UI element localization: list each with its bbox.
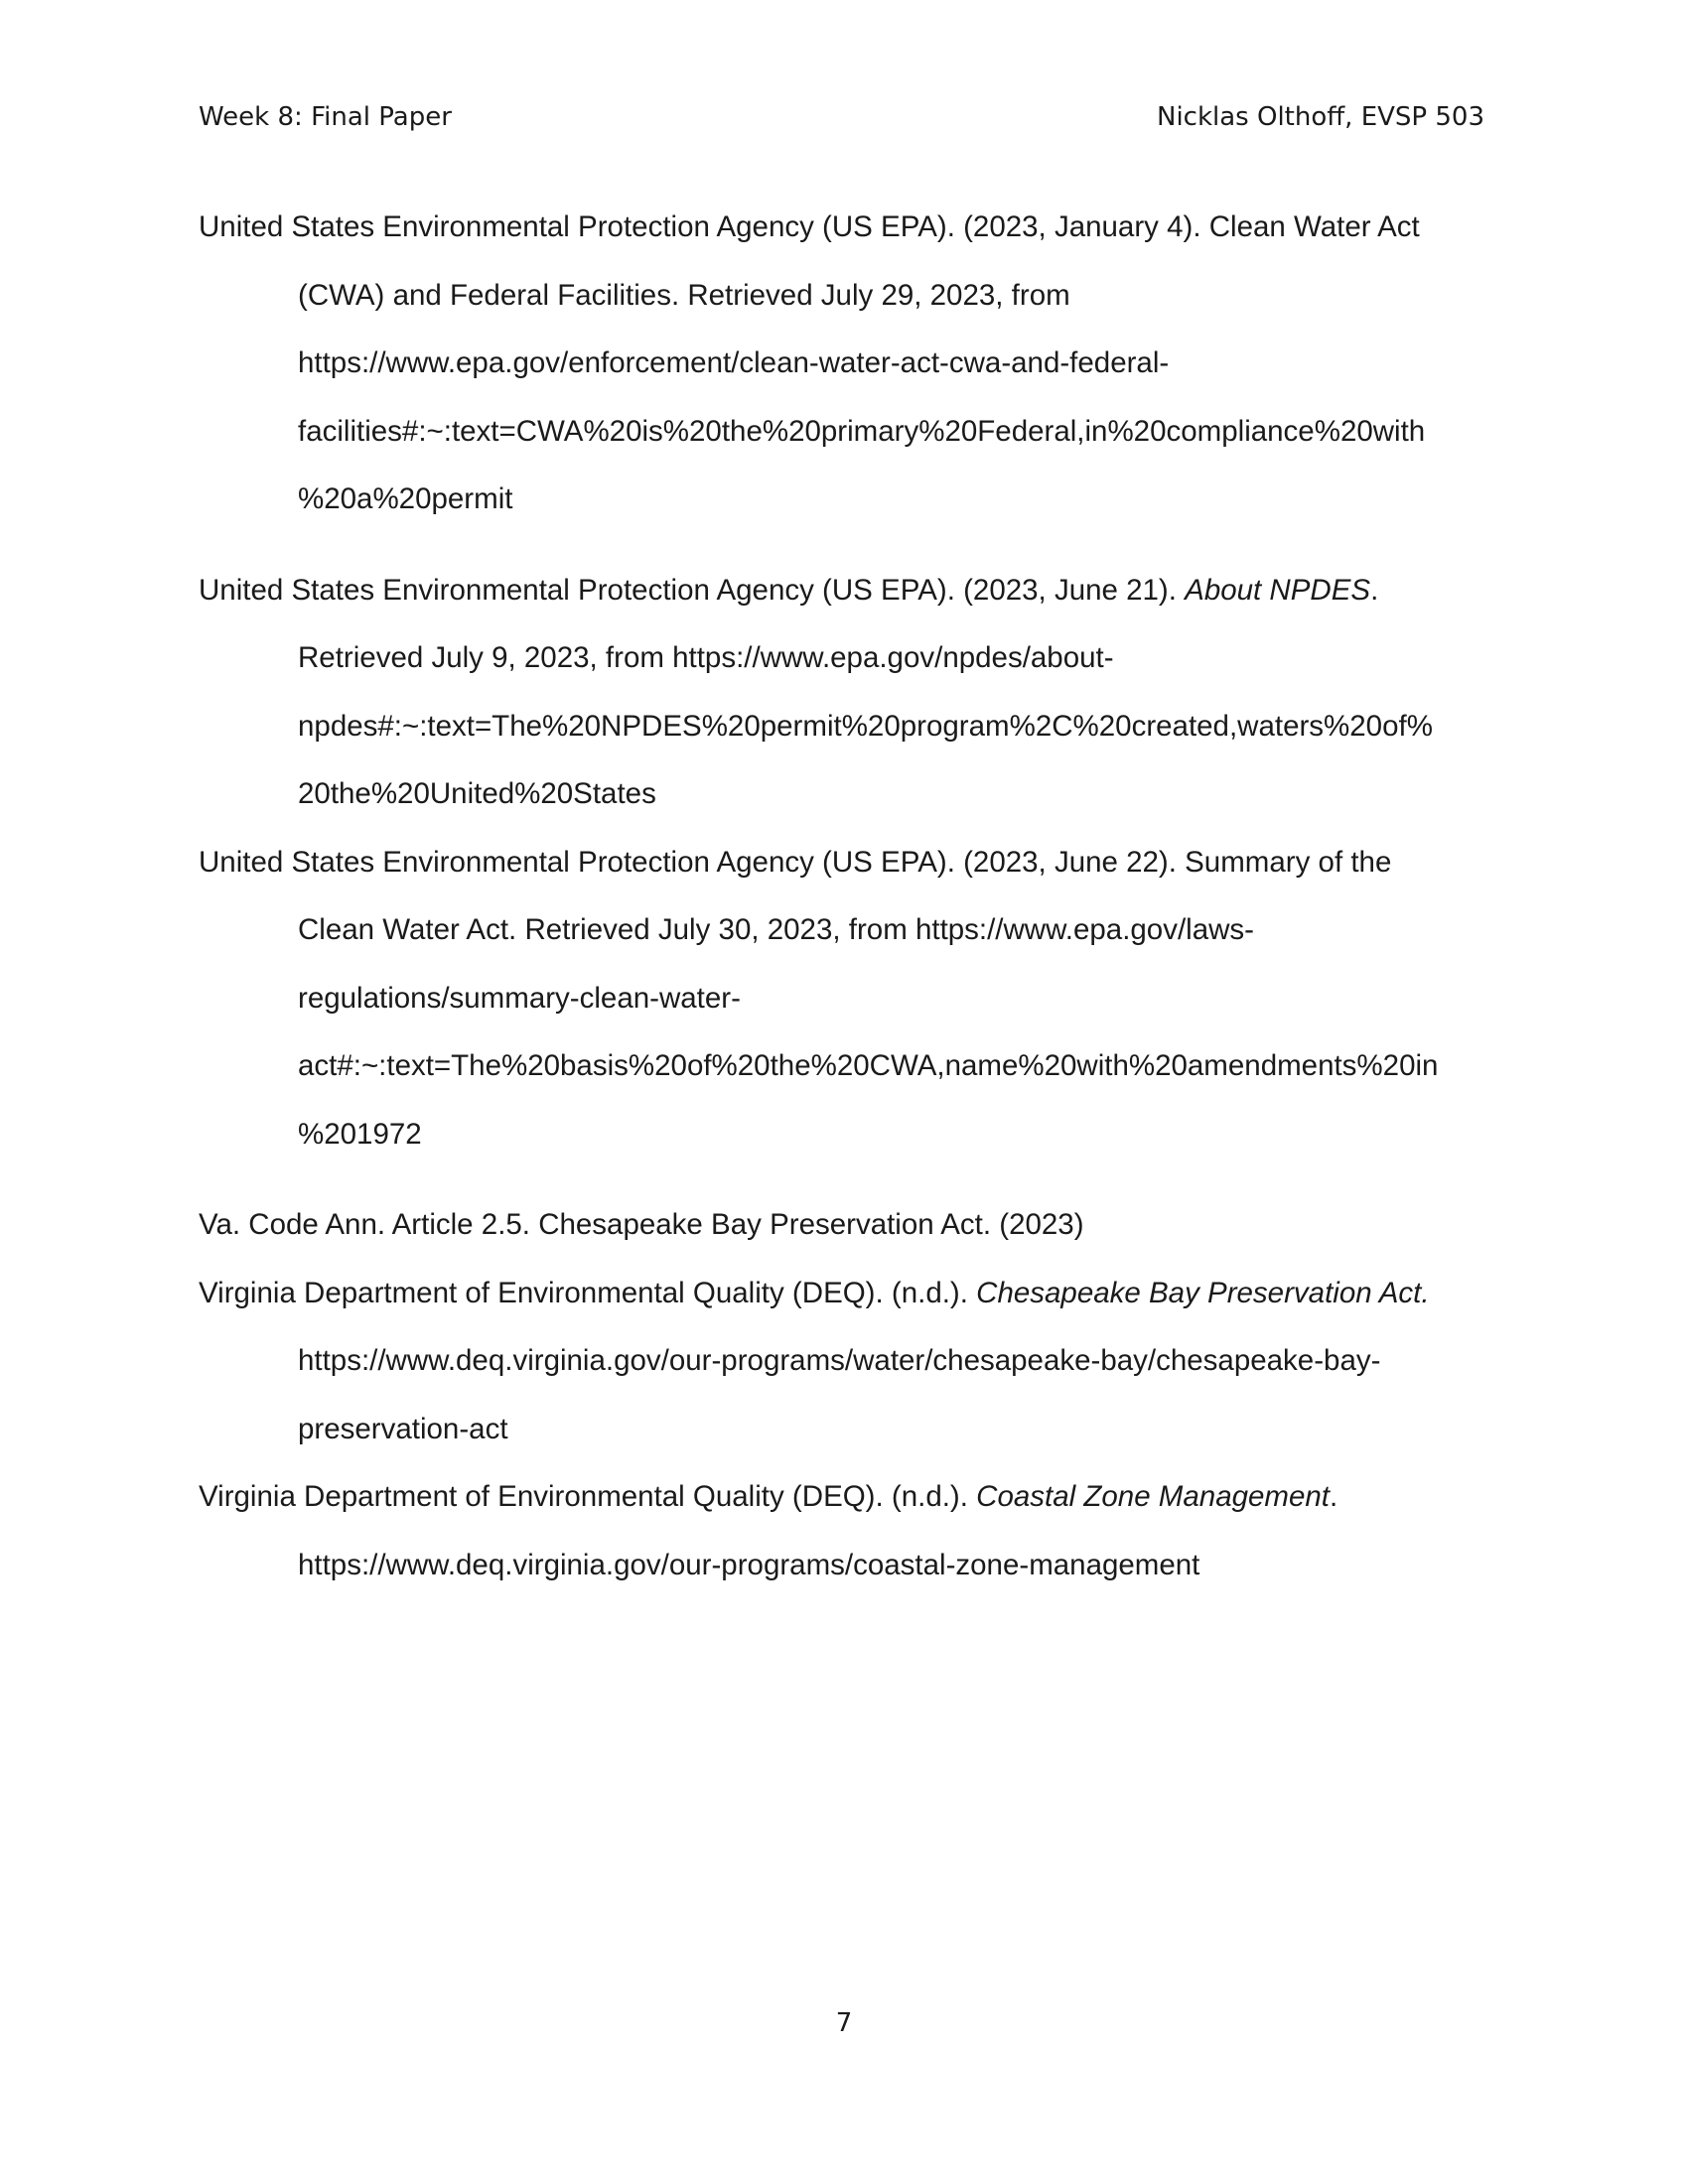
- reference-url-line: 20the%20United%20States: [298, 777, 656, 810]
- reference-entry: [199, 194, 1499, 534]
- reference-text: .: [1330, 1480, 1338, 1513]
- reference-title: Coastal Zone Management: [976, 1480, 1330, 1513]
- reference-entry: [199, 1260, 1499, 1464]
- reference-line: (CWA) and Federal Facilities. Retrieved July 29, 2023, from: [298, 278, 1070, 312]
- page-header: [199, 97, 1484, 137]
- header-author: Nicklas Olthoff, EVSP 503: [1157, 102, 1484, 132]
- reference-line: Va. Code Ann. Article 2.5. Chesapeake Bay Preservation Act. (2023): [199, 1208, 1084, 1241]
- reference-text: Virginia Department of Environmental Quality (DEQ). (n.d.).: [199, 1276, 977, 1309]
- reference-url-line: npdes#:~:text=The%20NPDES%20permit%20program%2C%20created,waters%20of%: [298, 709, 1433, 743]
- reference-entry: [199, 1463, 1499, 1599]
- reference-url-line: %201972: [298, 1117, 422, 1151]
- reference-list: [199, 194, 1499, 1599]
- reference-url-line: regulations/summary-clean-water-: [298, 981, 741, 1015]
- reference-url-line: https://www.epa.gov/enforcement/clean-water-act-cwa-and-federal-: [298, 346, 1170, 379]
- reference-url-line: https://www.deq.virginia.gov/our-programs/water/chesapeake-bay/chesapeake-bay-: [298, 1344, 1381, 1377]
- reference-entry: [199, 829, 1499, 1169]
- reference-url-line: preservation-act: [298, 1412, 508, 1445]
- reference-line: United States Environmental Protection Agency (US EPA). (2023, January 4). Clean Water Act: [199, 210, 1420, 243]
- reference-url-line: act#:~:text=The%20basis%20of%20the%20CWA,name%20with%20amendments%20in: [298, 1049, 1439, 1082]
- reference-entry: [199, 557, 1499, 829]
- page-number: 7: [835, 2008, 853, 2038]
- reference-line: [199, 1463, 1499, 1532]
- reference-line: [199, 1260, 1499, 1328]
- reference-url-line: https://www.deq.virginia.gov/our-programs/coastal-zone-management: [298, 1548, 1200, 1581]
- reference-title: Chesapeake Bay Preservation Act.: [976, 1276, 1430, 1309]
- reference-entry: [199, 1191, 1499, 1260]
- reference-text: .: [1370, 573, 1379, 607]
- reference-text: Virginia Department of Environmental Quality (DEQ). (n.d.).: [199, 1480, 977, 1513]
- reference-line: [199, 557, 1499, 625]
- reference-line: Clean Water Act. Retrieved July 30, 2023, from https://www.epa.gov/laws-: [298, 913, 1254, 946]
- reference-title: About NPDES: [1185, 573, 1371, 607]
- reference-line: United States Environmental Protection Agency (US EPA). (2023, June 22). Summary of the: [199, 845, 1392, 879]
- reference-url-line: facilities#:~:text=CWA%20is%20the%20primary%20Federal,in%20compliance%20with: [298, 414, 1426, 448]
- header-title: Week 8: Final Paper: [199, 102, 452, 132]
- reference-text: United States Environmental Protection Agency (US EPA). (2023, June 21).: [199, 573, 1186, 607]
- reference-url-line: %20a%20permit: [298, 482, 513, 515]
- reference-line: Retrieved July 9, 2023, from https://www.epa.gov/npdes/about-: [298, 641, 1114, 674]
